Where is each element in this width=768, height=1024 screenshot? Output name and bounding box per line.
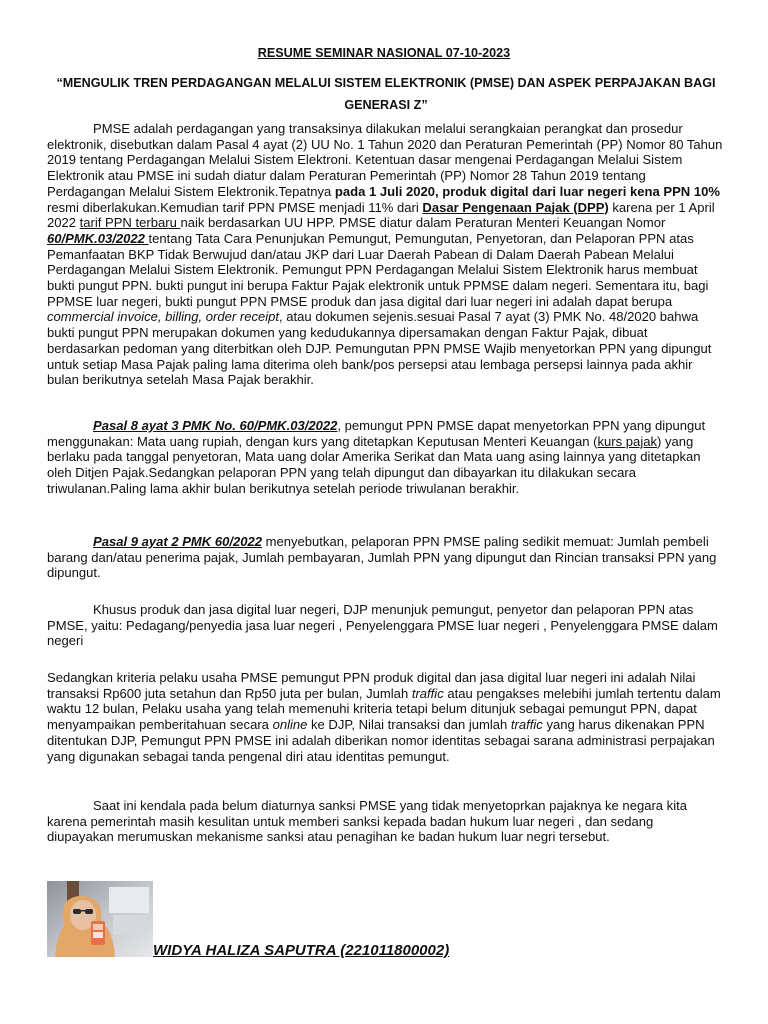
pasal-8-reference: Pasal 8 ayat 3 PMK No. 60/PMK.03/2022 <box>93 418 338 433</box>
pasal-9-reference: Pasal 9 ayat 2 PMK 60/2022 <box>93 534 262 549</box>
author-signature-name: WIDYA HALIZA SAPUTRA (221011800002) <box>153 942 450 959</box>
underlined-tarif: tarif PPN terbaru <box>79 215 181 231</box>
underlined-dpp: Dasar Pengenaan Pajak (DPP) <box>422 199 609 215</box>
author-photo-illustration <box>47 881 153 957</box>
paragraph-pasal-8: Pasal 8 ayat 3 PMK No. 60/PMK.03/2022, pemungut PPN PMSE dapat menyetorkan PPN yang dipungut menggunakan: Mata uang rupiah, dengan kurs yang ditetapkan Keputusan Menteri Keuangan (kurs pajak) yang berlaku pada tanggal penyetoran, Mata uang dolar Amerika Serikat dan Mata uang asing lainnya yang ditetapkan oleh Ditjen Pajak.Sedangkan pelaporan PPN yang telah dipungut dan dibayarkan itu dilakukan secara triwulanan.Paling lama akhir bulan berikutnya setelah periode triwulanan berakhir. <box>47 418 706 496</box>
bold-ppn-10: pada 1 Juli 2020, produk digital dari luar negeri kena PPN 10% <box>334 183 720 199</box>
paragraph-criteria: Sedangkan kriteria pelaku usaha PMSE pemungut PPN produk digital dan jasa digital luar negeri ini adalah Nilai transaksi Rp600 juta setahun dan Rp50 juta per bulan, Jumlah traffic atau pengakses melebihi jumlah tertentu dalam waktu 12 bulan, Pelaku usaha yang telah memenuhi kriteria tetapi belum ditunjuk sebagai pemungut PPN, dapat menyampaikan pemberitahuan secara online ke DJP, Nilai transaksi dan jumlah traffic yang harus dikenakan PPN ditentukan DJP, Pemungut PPN PMSE ini adalah diberikan nomor identitas sebagai sarana administrasi perpajakan yang digunakan sebagai tanda pengenal diri atau identitas pemungut. <box>47 670 721 764</box>
paragraph-digital-products: Khusus produk dan jasa digital luar negeri, DJP menunjuk pemungut, penyetor dan pelaporan PPN atas PMSE, yaitu: Pedagang/penyedia jasa luar negeri , Penyelenggara PMSE luar negeri , Penyelenggara PMSE dalam negeri <box>47 602 718 649</box>
paragraph-pmse-definition: PMSE adalah perdagangan yang transaksinya dilakukan melalui serangkaian perangkat dan prosedur elektronik, disebutkan dalam Pasal 4 ayat (2) UU No. 1 Tahun 2020 dan Peraturan Pemerintah (PP) Nomor 80 Tahun 2019 tentang Perdagangan Melalui Sistem Elektroni. Ketentuan dasar mengenai Perdagangan Melalui Sistem Elektronik atau PMSE ini sudah diatur dalam Peraturan Pemerintah (PP) Nomor 28 Tahun 2019 tentang Perdagangan Melalui Sistem Elektronik.Tepatnya pada 1 Juli 2020, produk digital dari luar negeri kena PPN 10% resmi diberlakukan.Kemudian tarif PPN PMSE menjadi 11% dari Dasar Pengenaan Pajak (DPP) karena per 1 April 2022 tarif PPN terbaru naik berdasarkan UU HPP. PMSE diatur dalam Peraturan Menteri Keuangan Nomor 60/PMK.03/2022 tentang Tata Cara Penunjukan Pemungut, Pemungutan, Penyetoran, dan Pelaporan PPN atas Pemanfaatan BKP Tidak Berwujud dan/atau JKP dari Luar Daerah Pabean di Dalam Daerah Pabean Melalui Perdagangan Melalui Sistem Elektronik. Pemungut PPN Perdagangan Melalui Sistem Elektronik harus membuat bukti pungut PPN. bukti pungut ini berupa Faktur Pajak elektronik untuk PPMSE dalam negeri. Sementara itu, bagi PPMSE luar negeri, bukti pungut PPN PMSE produk dan jasa digital dari luar negeri ini adalah dapat berupa commercial invoice, billing, order receipt, atau dokumen sejenis.sesuai Pasal 7 ayat (3) PMK No. 48/2020 bahwa bukti pungut PPN merupakan dokumen yang kedudukannya dipersamakan dengan Faktur Pajak, dibuat berdasarkan pedoman yang diterbitkan oleh DJP. Pemungutan PPN PMSE Wajib menyetorkan PPN yang dipungut untuk setiap Masa Pajak paling lama diterima oleh bank/pos persepsi atau lembaga persepsi lainnya pada akhir bulan berikutnya setelah Masa Pajak berakhir. <box>47 121 723 388</box>
document-title: RESUME SEMINAR NASIONAL 07-10-2023 <box>257 46 511 60</box>
underlined-kurs-pajak: kurs pajak <box>597 433 657 449</box>
seminar-topic-title: “MENGULIK TREN PERDAGANGAN MELALUI SISTEM ELEKTRONIK (PMSE) DAN ASPEK PERPAJAKAN BAGI GENERASI Z” <box>56 76 716 112</box>
pmk-number: 60/PMK.03/2022 <box>47 230 149 246</box>
paragraph-pasal-9: Pasal 9 ayat 2 PMK 60/2022 menyebutkan, pelaporan PPN PMSE paling sedikit memuat: Jumlah pembeli barang dan/atau penerima pajak, Jumlah pembayaran, Jumlah PPN yang dipungut dan Rincian transaksi PPN yang dipungut. <box>47 534 717 581</box>
paragraph-sanctions: Saat ini kendala pada belum diaturnya sanksi PMSE yang tidak menyetoprkan pajaknya ke negara kita karena pemerintah masih kesulitan untuk memberi sanksi kepada badan hukum luar negeri , dan sedang diupayakan merumuskan mekanisme sanksi atau penagihan ke badan hukum luar negri tersebut. <box>47 798 687 845</box>
author-photo <box>47 881 153 957</box>
